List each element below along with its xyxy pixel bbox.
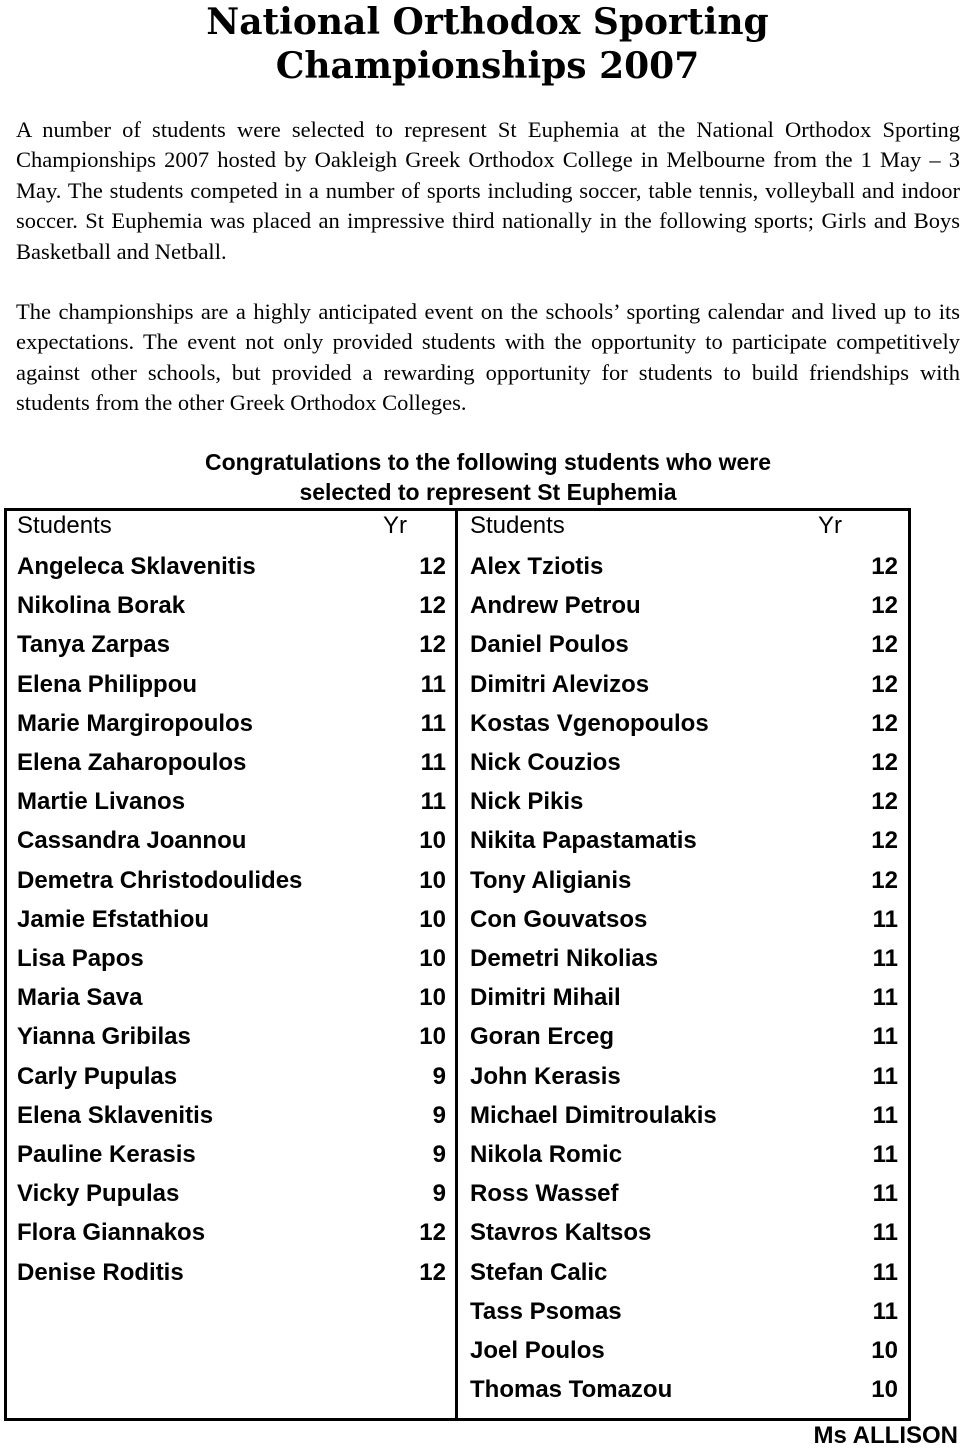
congratulations-heading-line-2: selected to represent St Euphemia <box>299 478 677 505</box>
student-name-left: Carly Pupulas <box>17 1063 178 1090</box>
student-name-right: Con Gouvatsos <box>470 906 648 933</box>
signature: Ms ALLISON <box>813 1422 958 1449</box>
student-year-left: 9 <box>432 1063 446 1090</box>
student-name-right: Stefan Calic <box>470 1259 608 1286</box>
intro-paragraph: A number of students were selected to represent St Euphemia at the National Orthodox Sporting Championships 2007 hosted by Oakleigh Greek Orthodox College in Melbourne from the 1 May – 3 May. The students competed in a number of sports including soccer, table tennis, volleyball and indoor soccer. St Euphemia was placed an impressive third nationally in the following sports; Girls and Boys Basketball and Netball. <box>16 117 960 264</box>
student-year-left: 11 <box>420 710 446 737</box>
student-name-right: Goran Erceg <box>470 1023 615 1050</box>
student-name-left: Elena Philippou <box>17 671 198 698</box>
student-name-left: Elena Sklavenitis <box>17 1102 214 1129</box>
student-year-right: 11 <box>872 1141 898 1168</box>
student-name-left: Jamie Efstathiou <box>17 906 210 933</box>
student-year-right: 12 <box>871 553 898 580</box>
student-year-left: 12 <box>419 553 446 580</box>
student-year-left: 10 <box>419 945 446 972</box>
student-year-left: 12 <box>419 1219 446 1246</box>
championships-paragraph: The championships are a highly anticipated event on the schools’ sporting calendar and lived up to its expectations. The event not only provided students with the opportunity to participate competitively against other schools, but provided a rewarding opportunity for students to build friendships with students from the other Greek Orthodox Colleges. <box>16 299 960 416</box>
page-title <box>0 0 960 88</box>
student-name-left: Elena Zaharopoulos <box>17 749 247 776</box>
student-year-left: 9 <box>432 1102 446 1129</box>
student-year-right: 11 <box>872 984 898 1011</box>
student-year-right: 10 <box>871 1337 898 1364</box>
student-name-right: Thomas Tomazou <box>470 1376 673 1403</box>
student-year-right: 11 <box>872 1102 898 1129</box>
student-year-left: 12 <box>419 1259 446 1286</box>
student-name-right: Alex Tziotis <box>470 553 604 580</box>
header-yr-left: Yr <box>383 512 407 539</box>
student-year-left: 12 <box>419 631 446 658</box>
student-year-right: 10 <box>871 1376 898 1403</box>
student-name-right: Dimitri Mihail <box>470 984 621 1011</box>
student-name-left: Martie Livanos <box>17 788 186 815</box>
student-year-left: 9 <box>432 1180 446 1207</box>
student-year-right: 11 <box>872 1023 898 1050</box>
student-name-right: Nikola Romic <box>470 1141 623 1168</box>
student-name-right: Stavros Kaltsos <box>470 1219 652 1246</box>
student-name-left: Flora Giannakos <box>17 1219 206 1246</box>
student-name-left: Nikolina Borak <box>17 592 186 619</box>
student-year-left: 10 <box>419 1023 446 1050</box>
student-name-left: Lisa Papos <box>17 945 144 972</box>
student-year-right: 11 <box>872 1259 898 1286</box>
student-year-left: 11 <box>420 671 446 698</box>
student-name-left: Tanya Zarpas <box>17 631 170 658</box>
student-name-left: Cassandra Joannou <box>17 827 247 854</box>
student-name-left: Vicky Pupulas <box>17 1180 180 1207</box>
student-name-right: John Kerasis <box>470 1063 621 1090</box>
student-name-right: Ross Wassef <box>470 1180 619 1207</box>
student-name-left: Denise Roditis <box>17 1259 184 1286</box>
student-year-left: 12 <box>419 592 446 619</box>
student-name-left: Marie Margiropoulos <box>17 710 254 737</box>
student-year-right: 11 <box>872 1180 898 1207</box>
header-yr-right: Yr <box>818 512 842 539</box>
student-year-right: 12 <box>871 710 898 737</box>
student-name-right: Nick Couzios <box>470 749 621 776</box>
student-name-left: Demetra Christodoulides <box>17 867 303 894</box>
student-year-right: 11 <box>872 1298 898 1325</box>
student-name-right: Nikita Papastamatis <box>470 827 697 854</box>
student-year-left: 10 <box>419 906 446 933</box>
page-title-line-1: National Orthodox Sporting <box>206 1 769 43</box>
student-name-right: Joel Poulos <box>470 1337 605 1364</box>
student-name-right: Daniel Poulos <box>470 631 629 658</box>
student-name-right: Tass Psomas <box>470 1298 622 1325</box>
table-column-divider <box>455 508 458 1421</box>
student-name-right: Kostas Vgenopoulos <box>470 710 709 737</box>
student-year-left: 10 <box>419 867 446 894</box>
student-year-right: 11 <box>872 945 898 972</box>
header-students-left: Students <box>17 512 112 539</box>
student-year-right: 11 <box>872 1063 898 1090</box>
student-year-left: 9 <box>432 1141 446 1168</box>
page-title-line-2: Championships 2007 <box>275 45 700 87</box>
student-year-right: 12 <box>871 867 898 894</box>
student-year-right: 11 <box>872 1219 898 1246</box>
student-name-right: Dimitri Alevizos <box>470 671 650 698</box>
student-year-right: 12 <box>871 749 898 776</box>
student-name-right: Tony Aligianis <box>470 867 632 894</box>
student-name-right: Nick Pikis <box>470 788 584 815</box>
student-name-left: Angeleca Sklavenitis <box>17 553 256 580</box>
student-year-left: 10 <box>419 984 446 1011</box>
student-name-right: Andrew Petrou <box>470 592 641 619</box>
student-name-right: Demetri Nikolias <box>470 945 659 972</box>
student-name-left: Pauline Kerasis <box>17 1141 196 1168</box>
student-year-right: 12 <box>871 788 898 815</box>
student-year-left: 11 <box>420 749 446 776</box>
student-year-right: 12 <box>871 827 898 854</box>
student-name-right: Michael Dimitroulakis <box>470 1102 717 1129</box>
student-year-right: 11 <box>872 906 898 933</box>
student-year-left: 11 <box>420 788 446 815</box>
student-name-left: Maria Sava <box>17 984 143 1011</box>
student-year-right: 12 <box>871 671 898 698</box>
student-name-left: Yianna Gribilas <box>17 1023 191 1050</box>
congratulations-heading <box>0 448 960 507</box>
congratulations-heading-line-1: Congratulations to the following students who were <box>204 449 772 475</box>
student-year-right: 12 <box>871 592 898 619</box>
student-year-left: 10 <box>419 827 446 854</box>
header-students-right: Students <box>470 512 565 539</box>
student-year-right: 12 <box>871 631 898 658</box>
